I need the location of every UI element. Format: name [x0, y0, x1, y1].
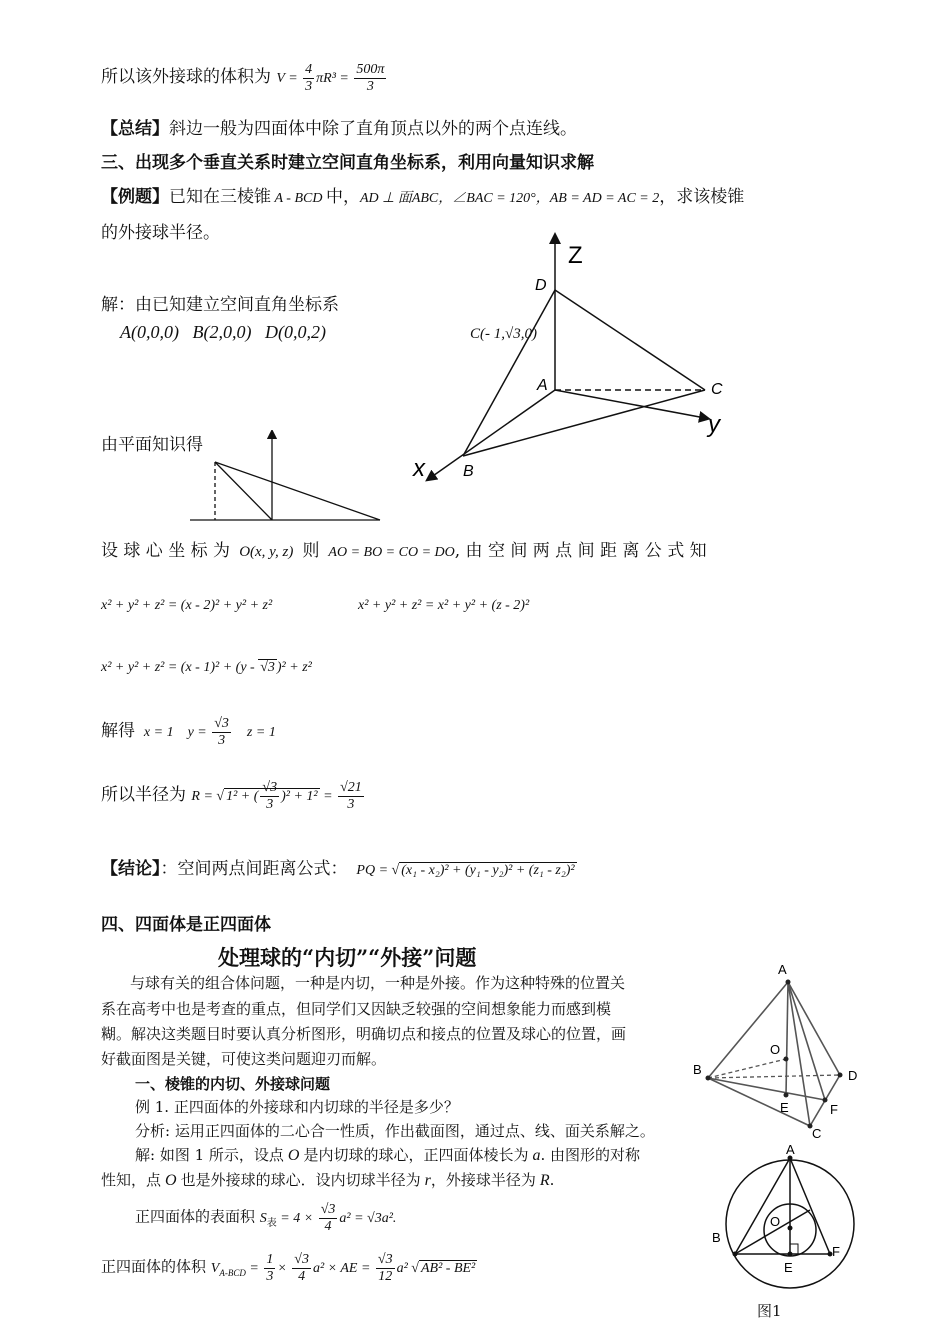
example-1: 例 1. 正四面体的外接球和内切球的半径是多少？ [135, 1098, 459, 1116]
solved-label: 解得 [101, 721, 135, 741]
summary-line [101, 114, 577, 139]
para-line-4: 好截面图是关键，可使这类问题迎刃而解。 [101, 1050, 387, 1068]
solve-intro: 解：由已知建立空间直角坐标系 [101, 295, 339, 315]
figure-caption: 图1 [757, 1302, 782, 1320]
label-y: y [708, 411, 720, 438]
fig1-label-o: O [770, 1042, 781, 1057]
example-text-2: 中， [325, 187, 360, 207]
volume-formula-line: 正四面体的体积 $V_{A-BCD}$ = $\frac{1}{3}$ × $\frac{√3}{4}$ a² × AE = $\frac{√3}{12}$ a² √ AB² - BE² [101, 1252, 476, 1284]
solved-line: 解得 x = 1 y = $\frac{√3}{3}$ z = 1 [101, 716, 276, 749]
fig1-label-c: C [812, 1126, 822, 1140]
edge-bc [463, 390, 705, 456]
para-line-2: 系在高考中也是考查的重点，但同学们又因缺乏较强的空间想象能力而感到模 [101, 1000, 612, 1018]
label-b: B [463, 463, 474, 480]
label-d: D [535, 277, 547, 294]
y-axis [555, 390, 705, 418]
center-text-1: 设 球 心 坐 标 为 [101, 541, 231, 561]
sol2-c: ，外接球半径为 [430, 1171, 536, 1189]
sec-label-b: B [712, 1230, 721, 1245]
solution-line-1: 解: 如图 1 所示，设点 O 是内切球的球心，正四面体棱长为 a. 由图形的对称 [135, 1146, 641, 1164]
volume-prefix: 所以该外接球的体积为 [101, 67, 271, 87]
sec-label-a: A [786, 1142, 795, 1157]
sec-label-f: F [832, 1244, 840, 1259]
example-text-3: ，求该棱锥 [659, 187, 745, 207]
sec-label-o: O [770, 1214, 781, 1229]
example-line: 【例题】已知在三棱锥 A - BCD 中，AD ⊥ 面ABC，∠BAC = 120°，AB = AD = AC = 2，求该棱锥 [101, 187, 745, 207]
section-heading-3: 三、出现多个垂直关系时建立空间直角坐标系，利用向量知识求解 [101, 153, 594, 173]
center-line: 设 球 心 坐 标 为 O(x, y, z) 则 AO = BO = CO = DO, 由 空 间 两 点 间 距 离 公 式 知 [101, 541, 707, 561]
section-heading-4: 四、四面体是正四面体 [101, 915, 271, 935]
fig1-label-d: D [848, 1068, 858, 1083]
example-text: 已知在三棱锥 [169, 187, 271, 207]
surface-label: 正四面体的表面积 [135, 1207, 256, 1226]
coord-c: C(- 1,√3,0) [470, 326, 537, 342]
article-title: 处理球的“内切”“外接”问题 [218, 945, 477, 970]
label-z: Z [568, 242, 583, 269]
volume-formula: V = $\frac{4}{3}$ πR³ = $\frac{500\pi}{3}$ [276, 62, 385, 95]
hyp-line [215, 462, 380, 520]
volume-label: 正四面体的体积 [101, 1257, 207, 1276]
sol2-a: 性知，点 [101, 1171, 162, 1189]
sol1-b: 是内切球的球心，正四面体棱长为 [303, 1146, 529, 1164]
fig1-label-a: A [778, 962, 787, 977]
analysis: 分析: 运用正四面体的二心合一性质，作出截面图，通过点、线、面关系解之。 [135, 1122, 655, 1140]
summary-label: 【总结】 [101, 119, 169, 139]
label-c: C [711, 381, 723, 398]
fig1-label-e: E [780, 1100, 789, 1115]
tetrahedron-axes-diagram [405, 228, 745, 490]
solution-line-2: 性知，点 O 也是外接球的球心．设内切球半径为 r，外接球半径为 R. [101, 1171, 555, 1189]
subheading-1: 一、棱锥的内切、外接球问题 [135, 1075, 331, 1093]
radius-prefix: 所以半径为 [101, 785, 186, 805]
center-text-2: 则 [302, 541, 320, 561]
slant-line [215, 462, 272, 520]
conclusion-text: ：空间两点间距离公式： [160, 859, 348, 879]
fig1-label-f: F [830, 1102, 838, 1117]
para-line-3: 糊。解决这类题目时要认真分析图形，明确切点和接点的位置及球心的位置，画 [101, 1025, 627, 1043]
volume-line [101, 62, 388, 95]
equation-1: x² + y² + z² = (x - 2)² + y² + z² [101, 598, 273, 613]
edge-db [463, 290, 555, 456]
radius-line: 所以半径为 R = √ 1² + ( $\frac{√3}{3}$ )² + 1² = $\frac{√21}{3}$ [101, 780, 362, 813]
conclusion-label: 【结论】 [101, 859, 161, 879]
example-label: 【例题】 [101, 187, 169, 207]
coords: A(0,0,0) B(2,0,0) D(0,0,2) [120, 322, 326, 342]
conclusion-line: 【结论】：空间两点间距离公式： PQ = √ (x₁ - x₂)² + (y₁ - y₂)² + (z₁ - z₂)² [101, 859, 575, 879]
fig1-label-b: B [693, 1062, 702, 1077]
center-text-3: , 由 空 间 两 点 间 距 离 公 式 知 [454, 541, 707, 561]
para-line-1: 与球有关的组合体问题，一种是内切，一种是外接。作为这种特殊的位置关 [130, 974, 626, 992]
equation-3: x² + y² + z² = (x - 1)² + (y - √3 )² + z² [101, 660, 312, 675]
equation-2: x² + y² + z² = x² + y² + (z - 2)² [358, 598, 530, 613]
label-a: A [537, 377, 548, 394]
plane-figure [190, 430, 385, 525]
summary-text: 斜边一般为四面体中除了直角顶点以外的两个点连线。 [169, 119, 577, 139]
sol1-c: . 由图形的对称 [540, 1146, 641, 1164]
tetrahedron-figure [690, 960, 870, 1140]
surface-line: 正四面体的表面积 $S_表 = 4$ × $\frac{√3}{4}$ a² = √3a². [135, 1202, 397, 1234]
cross-section-figure [700, 1140, 865, 1300]
label-x: x [413, 455, 425, 482]
edge-dc [555, 290, 705, 390]
sol2-b: 也是外接球的球心．设内切球半径为 [180, 1171, 421, 1189]
sol1-a: 解: 如图 1 所示，设点 [135, 1146, 284, 1164]
sec-label-e: E [784, 1260, 793, 1275]
plane-known: 由平面知识得 [101, 435, 203, 455]
example-text-4: 的外接球半径。 [101, 223, 220, 243]
